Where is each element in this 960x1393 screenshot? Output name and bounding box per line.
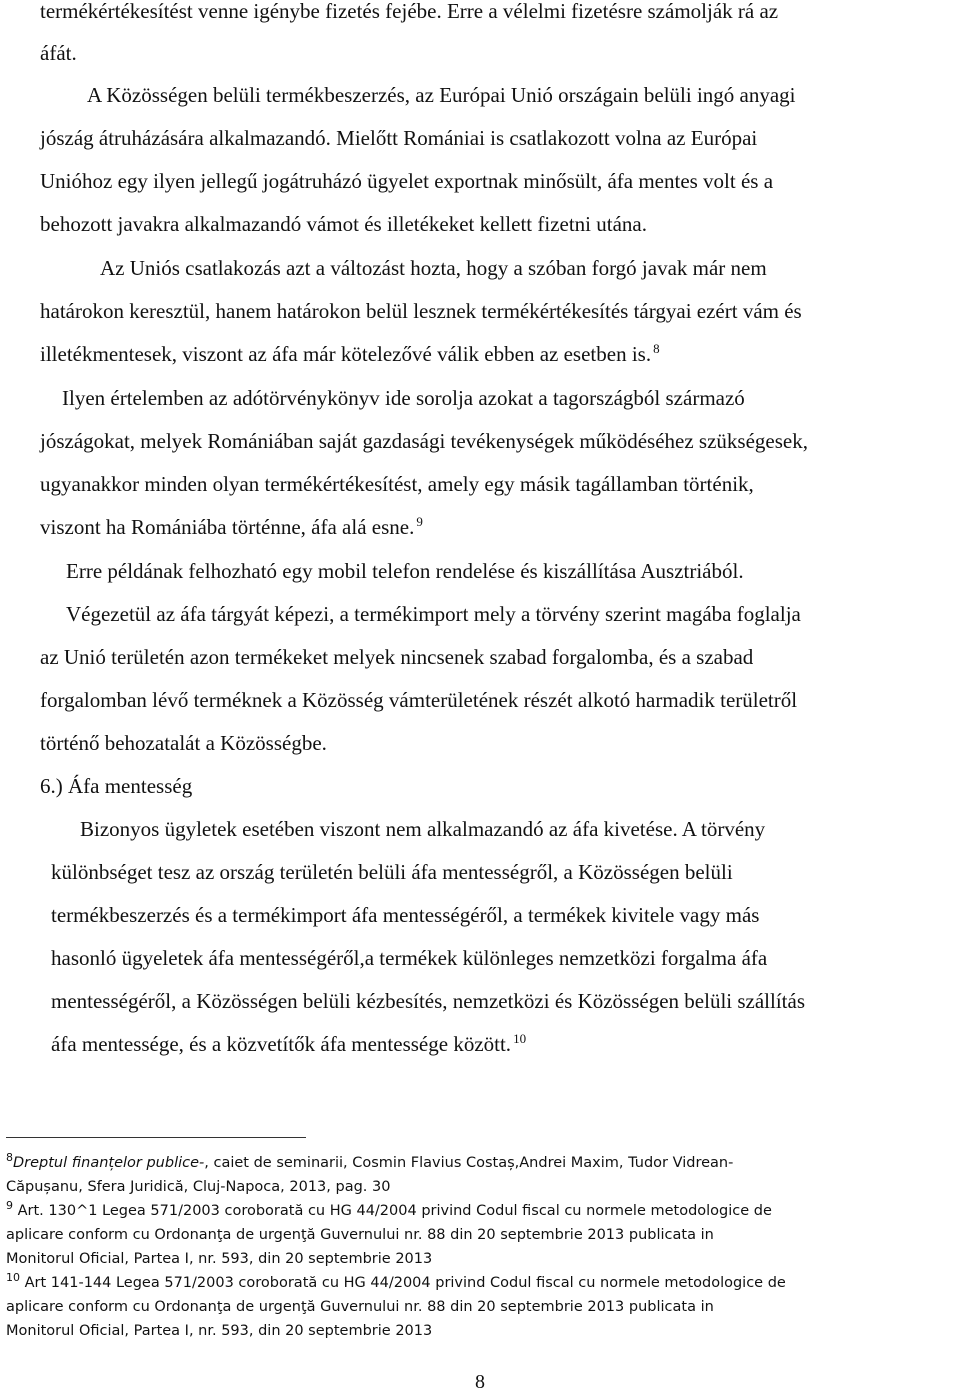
footnote-ref-8[interactable]: 8	[653, 341, 660, 356]
body-line	[40, 514, 423, 540]
section-heading: 6.) Áfa mentesség	[40, 774, 193, 798]
body-line	[51, 1031, 526, 1057]
footnote-ref-10[interactable]: 10	[513, 1031, 527, 1046]
footnote-text: Art. 130^1 Legea 571/2003 coroborată cu HG 44/2004 privind Codul fiscal cu normele metodologice de	[13, 1203, 772, 1219]
footnote-line: Monitorul Oficial, Partea I, nr. 593, din 20 septembrie 2013	[6, 1323, 433, 1339]
body-line-text: illetékmentesek, viszont az áfa már kötelezővé válik ebben az esetben is.	[40, 342, 652, 366]
page-number: 8	[475, 1371, 485, 1393]
footnote-text: , caiet de seminarii, Cosmin Flavius Costaș,Andrei Maxim, Tudor Vidrean-	[204, 1155, 734, 1171]
body-line: áfát.	[40, 41, 77, 65]
footnote-line: Căpușanu, Sfera Juridică, Cluj-Napoca, 2013, pag. 30	[6, 1179, 391, 1195]
footnote-line: aplicare conform cu Ordonanţa de urgenţă Guvernului nr. 88 din 20 septembrie 2013 publicata in	[6, 1299, 714, 1315]
footnote-8	[6, 1153, 733, 1173]
body-line: jószág átruházására alkalmazandó. Mielőtt Romániai is csatlakozott volna az Európai	[40, 126, 758, 150]
body-line: különbséget tesz az ország területén belüli áfa mentességről, a Közösségen belüli	[51, 860, 733, 884]
footnote-ref-9[interactable]: 9	[416, 514, 423, 529]
footnote-title: Dreptul finanțelor publice-	[13, 1155, 205, 1171]
body-line: az Unió területén azon termékeket melyek nincsenek szabad forgalomba, és a szabad	[40, 645, 754, 669]
footnote-10	[6, 1273, 786, 1293]
body-line: Bizonyos ügyletek esetében viszont nem alkalmazandó az áfa kivetése. A törvény	[80, 817, 766, 841]
footnote-line: aplicare conform cu Ordonanţa de urgenţă Guvernului nr. 88 din 20 septembrie 2013 publicata in	[6, 1227, 714, 1243]
body-line: Erre példának felhozható egy mobil telefon rendelése és kiszállítása Ausztriából.	[66, 559, 744, 583]
footnote-number: 10	[6, 1271, 20, 1285]
body-line: termékértékesítést venne igénybe fizetés fejébe. Erre a vélelmi fizetésre számolják rá az	[40, 0, 779, 23]
footnote-text: Art 141-144 Legea 571/2003 coroborată cu HG 44/2004 privind Codul fiscal cu normele metodologice de	[20, 1275, 786, 1291]
body-line: hasonló ügyeletek áfa mentességéről,a termékek különleges nemzetközi forgalma áfa	[51, 946, 768, 970]
body-line: Ilyen értelemben az adótörvénykönyv ide sorolja azokat a tagországból származó	[62, 386, 745, 410]
body-line: határokon keresztül, hanem határokon belül lesznek termékértékesítés tárgyai ezért vám és	[40, 299, 802, 323]
body-line	[40, 341, 660, 367]
body-line: Unióhoz egy ilyen jellegű jogátruházó ügyelet exportnak minősült, áfa mentes volt és a	[40, 169, 774, 193]
body-line: ugyanakkor minden olyan termékértékesítést, amely egy másik tagállamban történik,	[40, 472, 754, 496]
body-line: Végezetül az áfa tárgyát képezi, a termékimport mely a törvény szerint magába foglalja	[66, 602, 801, 626]
body-line: történő behozatalát a Közösségbe.	[40, 731, 327, 755]
body-line-text: áfa mentessége, és a közvetítők áfa mentessége között.	[51, 1032, 512, 1056]
footnote-line: Monitorul Oficial, Partea I, nr. 593, din 20 septembrie 2013	[6, 1251, 433, 1267]
footnote-number: 9	[6, 1199, 13, 1213]
body-line: termékbeszerzés és a termékimport áfa mentességéről, a termékek kivitele vagy más	[51, 903, 760, 927]
body-line: behozott javakra alkalmazandó vámot és illetékeket kellett fizetni utána.	[40, 212, 647, 236]
body-line: jószágokat, melyek Romániában saját gazdasági tevékenységek működéséhez szükségesek,	[40, 429, 808, 453]
footnote-separator	[6, 1137, 306, 1138]
body-line-text: viszont ha Romániába történne, áfa alá esne.	[40, 515, 415, 539]
footnote-number: 8	[6, 1151, 13, 1165]
footnote-9	[6, 1201, 772, 1221]
body-line: A Közösségen belüli termékbeszerzés, az Európai Unió országain belüli ingó anyagi	[87, 83, 796, 107]
body-line: Az Uniós csatlakozás azt a változást hozta, hogy a szóban forgó javak már nem	[100, 256, 767, 280]
body-line: mentességéről, a Közösségen belüli kézbesítés, nemzetközi és Közösségen belüli szállítás	[51, 989, 806, 1013]
body-line: forgalomban lévő terméknek a Közösség vámterületének részét alkotó harmadik területről	[40, 688, 798, 712]
